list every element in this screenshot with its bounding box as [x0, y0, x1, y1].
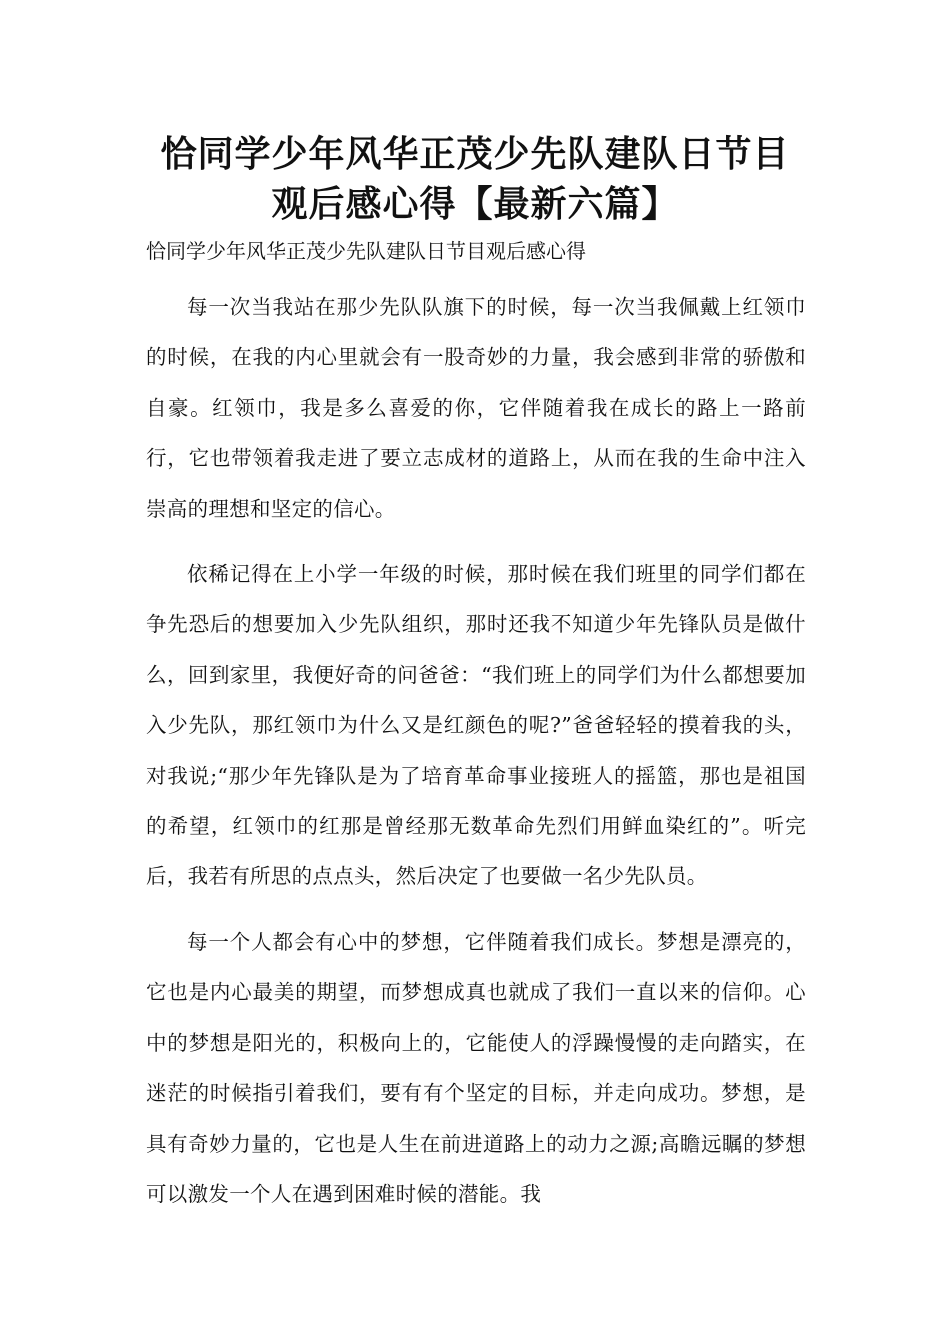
title-line-2: 观后感心得【最新六篇】: [271, 184, 679, 225]
paragraph-2: 依稀记得在上小学一年级的时候，那时候在我们班里的同学们都在争先恐后的想要加入少先队组织，那时还我不知道少年先锋队员是做什么，回到家里，我便好奇的问爸爸：“我们班上的同学们为什么都想要加入少先队，那红领巾为什么又是红颜色的呢?”爸爸轻轻的摸着我的头，对我说;“那少年先锋队是为了培育革命事业接班人的摇篮，那也是祖国的希望，红领巾的红那是曾经那无数革命先烈们用鲜血染红的”。听完后，我若有所思的点点头，然后决定了也要做一名少先队员。: [146, 562, 806, 889]
document-subtitle: 恰同学少年风华正茂少先队建队日节目观后感心得: [146, 239, 586, 263]
paragraph-1: 每一次当我站在那少先队队旗下的时候，每一次当我佩戴上红领巾的时候，在我的内心里就会有一股奇妙的力量，我会感到非常的骄傲和自豪。红领巾，我是多么喜爱的你，它伴随着我在成长的路上一路前行，它也带领着我走进了要立志成材的道路上，从而在我的生命中注入崇高的理想和坚定的信心。: [146, 295, 806, 521]
title-line-1: 恰同学少年风华正茂少先队建队日节目: [160, 134, 790, 175]
document-title: [120, 130, 830, 230]
document-body: [146, 282, 806, 1234]
paragraph-3: 每一个人都会有心中的梦想，它伴随着我们成长。梦想是漂亮的，它也是内心最美的期望，而梦想成真也就成了我们一直以来的信仰。心中的梦想是阳光的，积极向上的，它能使人的浮躁慢慢的走向踏实，在迷茫的时候指引着我们，要有有个坚定的目标，并走向成功。梦想，是具有奇妙力量的，它也是人生在前进道路上的动力之源;高瞻远瞩的梦想可以激发一个人在遇到困难时候的潜能。我: [146, 929, 806, 1206]
